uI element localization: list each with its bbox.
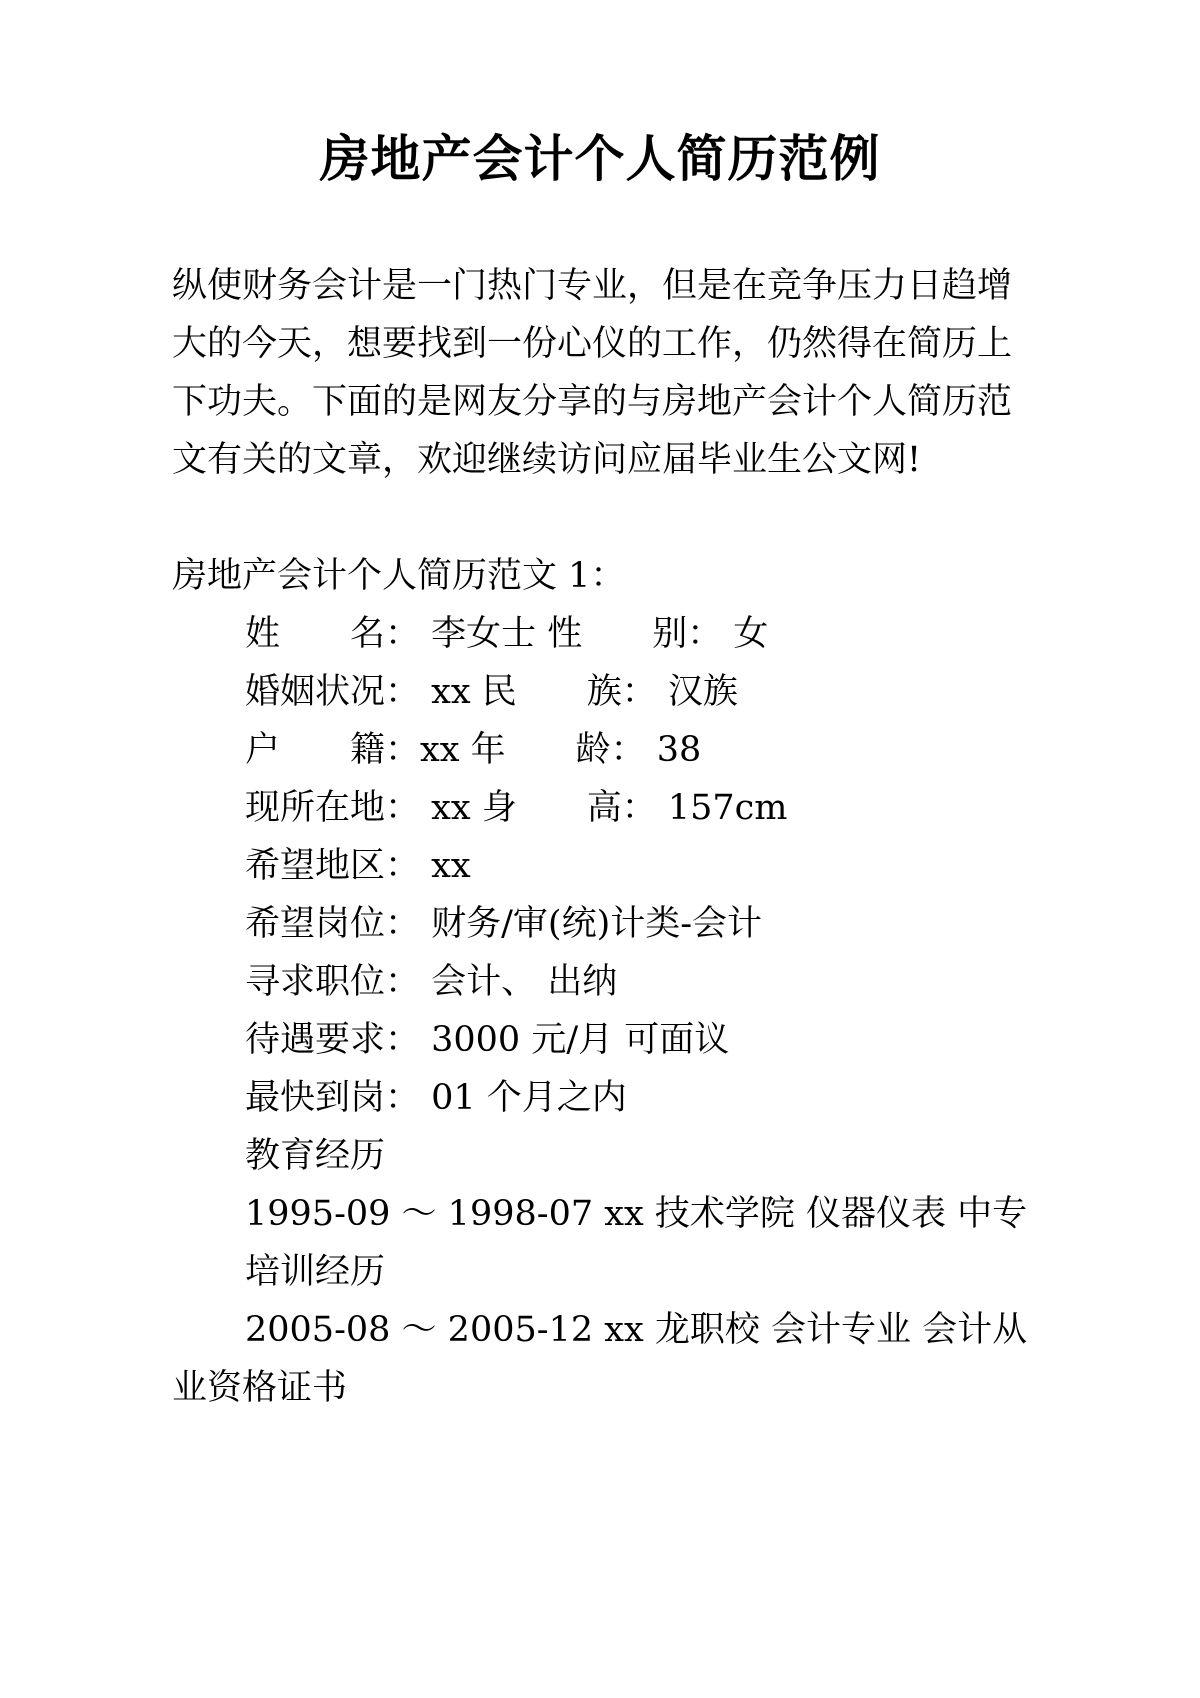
training-heading: 培训经历 [245,1252,386,1292]
training-entry-line-1: 2005-08 ～ 2005-12 xx 龙职校 会计专业 会计从 [245,1310,1028,1350]
training-entry-line-2: 业资格证书 [172,1368,348,1408]
info-line-job-sought: 寻求职位： 会计、 出纳 [245,962,618,1002]
section-heading: 房地产会计个人简历范文 1： [172,556,626,596]
intro-paragraph-line-4: 文有关的文章，欢迎继续访问应届毕业生公文网! [172,440,922,480]
intro-paragraph-line-2: 大的今天，想要找到一份心仪的工作，仍然得在简历上 [172,324,1013,364]
intro-paragraph-line-1: 纵使财务会计是一门热门专业，但是在竞争压力日趋增 [172,266,1013,306]
info-line-marital-ethnicity: 婚姻状况： xx 民 族： 汉族 [245,672,738,712]
education-entry: 1995-09 ～ 1998-07 xx 技术学院 仪器仪表 中专 [245,1194,1028,1234]
info-line-name-gender: 姓 名： 李女士 性 别： 女 [245,614,769,654]
info-line-location-height: 现所在地： xx 身 高： 157cm [245,788,788,828]
education-heading: 教育经历 [245,1136,386,1176]
info-line-salary: 待遇要求： 3000 元/月 可面议 [245,1020,730,1060]
document-title: 房地产会计个人简历范例 [319,129,881,188]
info-line-start-date: 最快到岗： 01 个月之内 [245,1078,627,1118]
info-line-desired-position: 希望岗位： 财务/审(统)计类-会计 [245,904,763,944]
info-line-desired-region: 希望地区： xx [245,846,471,886]
intro-paragraph-line-3: 下功夫。下面的是网友分享的与房地产会计个人简历范 [172,382,1013,422]
info-line-hukou-age: 户 籍：xx 年 龄： 38 [245,730,702,770]
